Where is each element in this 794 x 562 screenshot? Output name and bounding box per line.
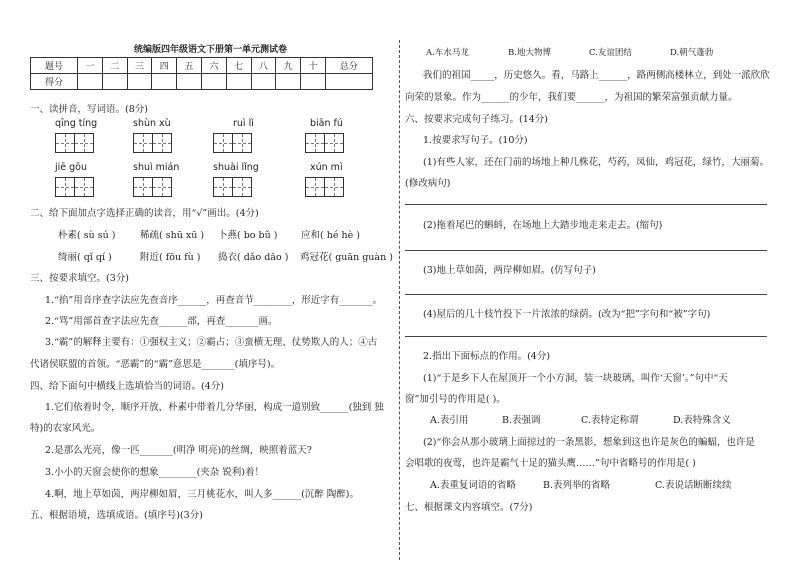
- writing-grid[interactable]: [55, 177, 93, 197]
- score-cell: 九: [276, 58, 301, 74]
- writing-grid[interactable]: [213, 133, 251, 153]
- pinyin-label: shuì mián: [133, 162, 180, 173]
- score-cell: 四: [152, 58, 177, 74]
- question-text: 窗”加引号的作用是( )。: [405, 394, 506, 405]
- sub-heading: 1.按要求写句子。(10分): [423, 135, 528, 146]
- score-input[interactable]: [226, 74, 251, 90]
- reading-item[interactable]: 朴素( sù sú ): [58, 230, 116, 241]
- writing-grid[interactable]: [55, 133, 93, 153]
- answer-line[interactable]: [405, 294, 767, 295]
- section1-heading: 一、读拼音，写词语。(8分): [30, 104, 148, 115]
- question-text: 2.是那么光亮，像一匹_______(明净 明亮)的丝绸，映照着蓝天?: [45, 445, 312, 456]
- section5-heading: 五、根据语境，选填成语。(填序号)(3分): [30, 510, 203, 521]
- score-input[interactable]: [325, 74, 372, 90]
- writing-grid[interactable]: [133, 177, 171, 197]
- question-text: 1.它们依着时令，顺序开放，朴素中带着几分华丽，构成一道别致______(独到 独: [45, 402, 384, 413]
- answer-line[interactable]: [405, 250, 767, 251]
- score-table: [30, 57, 373, 90]
- score-cell: 二: [102, 58, 127, 74]
- score-header-row: [31, 58, 373, 74]
- question-text: 代诸侯联盟的首领。“恶霸”的“霸”意思是_______(填序号)。: [30, 359, 281, 370]
- question-text: 我们的祖国_____，历史悠久。看，马路上______，路两侧高楼林立，到处一派欣欣: [423, 70, 770, 81]
- reading-item[interactable]: 附近( fōu fù ): [140, 252, 201, 263]
- score-cell: 三: [127, 58, 152, 74]
- answer-line[interactable]: [405, 336, 767, 337]
- exam-title: 统编版四年级语文下册第一单元测试卷: [134, 45, 288, 55]
- score-cell: 题号: [31, 58, 78, 74]
- question-text: (1)有些人家，还在门前的场地上种几株花，芍药，凤仙，鸡冠花，绿竹，大丽菊。: [423, 157, 769, 168]
- question-text: 3.“霸”的解释主要有：①强权主义；②霸占；③蛮横无理、仗势欺人的人；④古: [45, 337, 378, 348]
- question-text: (修改病句): [405, 178, 451, 189]
- score-input[interactable]: [276, 74, 301, 90]
- question-text: 2.“骂”用部首查字法应先查______部，再查_______画。: [45, 316, 278, 327]
- section2-heading: 二、给下面加点字选择正确的读音，用“√”画出。(4分): [30, 208, 259, 219]
- score-input[interactable]: [102, 74, 127, 90]
- pinyin-label: ruì lì: [233, 118, 254, 129]
- choice-option[interactable]: C.表特定称谓: [581, 415, 639, 426]
- score-input[interactable]: [201, 74, 226, 90]
- idiom-option: C.友谊团结: [589, 48, 632, 58]
- idiom-option: A.车水马龙: [426, 48, 469, 58]
- section7-heading: 七、根据课文内容填空。(7分): [405, 502, 533, 513]
- score-cell: 十: [301, 58, 326, 74]
- writing-grid[interactable]: [213, 177, 251, 197]
- choice-option[interactable]: D.表特殊含义: [673, 415, 731, 426]
- pinyin-label: xún mì: [310, 162, 343, 173]
- sub-heading: 2.指出下面标点的作用。(4分): [423, 351, 551, 362]
- writing-grid[interactable]: [305, 177, 343, 197]
- section6-heading: 六、按要求完成句子练习。(14分): [405, 114, 549, 125]
- writing-grid[interactable]: [133, 133, 171, 153]
- reading-item[interactable]: 应和( hé hè ): [301, 230, 360, 241]
- score-cell: 一: [78, 58, 103, 74]
- choice-option[interactable]: C.表说话断断续续: [655, 480, 732, 491]
- question-text: 向荣的景象。作为______的少年，我们要______，为祖国的繁荣富强贡献力量。: [405, 92, 738, 103]
- section3-heading: 三、按要求填空。(3分): [30, 273, 129, 284]
- question-text: (2)拖着尾巴的蝌蚪，在场地上大踏步地走来走去。(缩句): [423, 220, 663, 231]
- score-cell: 五: [177, 58, 202, 74]
- pinyin-label: shùn xù: [133, 118, 171, 129]
- choice-option[interactable]: B.表强调: [502, 415, 541, 426]
- score-row-label: 得分: [31, 74, 78, 90]
- question-text: 1.“掐”用音序查字法应先查音序______，再查音节________，形近字有_______。: [45, 295, 383, 306]
- pinyin-label: shuài lǐng: [213, 162, 259, 173]
- idiom-option: B.地大物博: [508, 48, 551, 58]
- question-text: 会唱歌的夜莺，也许是霸气十足的猫头鹰……”句中省略号的作用是( ): [405, 458, 696, 469]
- section4-heading: 四、给下面句中横线上选填恰当的词语。(4分): [30, 381, 224, 392]
- score-input[interactable]: [78, 74, 103, 90]
- idiom-option: D.朝气蓬勃: [670, 48, 714, 58]
- question-text: (3)地上草如茵，两岸柳如眉。(仿写句子): [423, 265, 596, 276]
- choice-option[interactable]: A.表引用: [430, 415, 469, 426]
- question-text: 3.小小的天窗会使你的想象________(夹杂 锐利)着！: [45, 467, 264, 478]
- writing-grid[interactable]: [305, 133, 343, 153]
- question-text: (2)“你会从那小玻璃上面掠过的一条黑影，想象到这也许是灰色的蝙蝠，也许是: [423, 437, 755, 448]
- reading-item[interactable]: 捣衣( dǎo dǎo ): [218, 252, 289, 263]
- reading-item[interactable]: 卜燕( bo bǔ ): [218, 230, 278, 241]
- question-text: (4)屋后的几十枝竹投下一片浓浓的绿荫。(改为“把”字句和“被”字句): [423, 309, 711, 320]
- pinyin-label: biān fú: [310, 118, 343, 129]
- answer-line[interactable]: [405, 204, 767, 205]
- score-cell: 八: [251, 58, 276, 74]
- reading-item[interactable]: 鸡冠花( guān guàn ): [300, 252, 393, 263]
- pinyin-label: qīng tíng: [55, 118, 98, 129]
- score-input[interactable]: [251, 74, 276, 90]
- score-input[interactable]: [177, 74, 202, 90]
- choice-option[interactable]: A.表重复词语的省略: [430, 480, 516, 491]
- question-text: 特)的农家风光。: [30, 423, 101, 434]
- choice-option[interactable]: B.表列举的省略: [543, 480, 611, 491]
- score-input[interactable]: [127, 74, 152, 90]
- score-value-row: [31, 74, 373, 90]
- score-cell: 六: [201, 58, 226, 74]
- question-text: (1)“于是乡下人在屋顶开一个小方洞，装一块玻璃，叫作‘天窗’。”句中“天: [423, 373, 728, 384]
- reading-item[interactable]: 绮丽( qǐ qí ): [58, 252, 112, 263]
- score-input[interactable]: [301, 74, 326, 90]
- question-text: 4.啊，地上草如茵，两岸柳如眉，三月桃花水，叫人多______(沉醉 陶醉)。: [45, 489, 359, 500]
- score-input[interactable]: [152, 74, 177, 90]
- column-divider: [399, 40, 400, 560]
- reading-item[interactable]: 稀疏( shū xū ): [140, 230, 205, 241]
- score-cell: 总分: [325, 58, 372, 74]
- score-cell: 七: [226, 58, 251, 74]
- pinyin-label: jiē gōu: [55, 162, 88, 173]
